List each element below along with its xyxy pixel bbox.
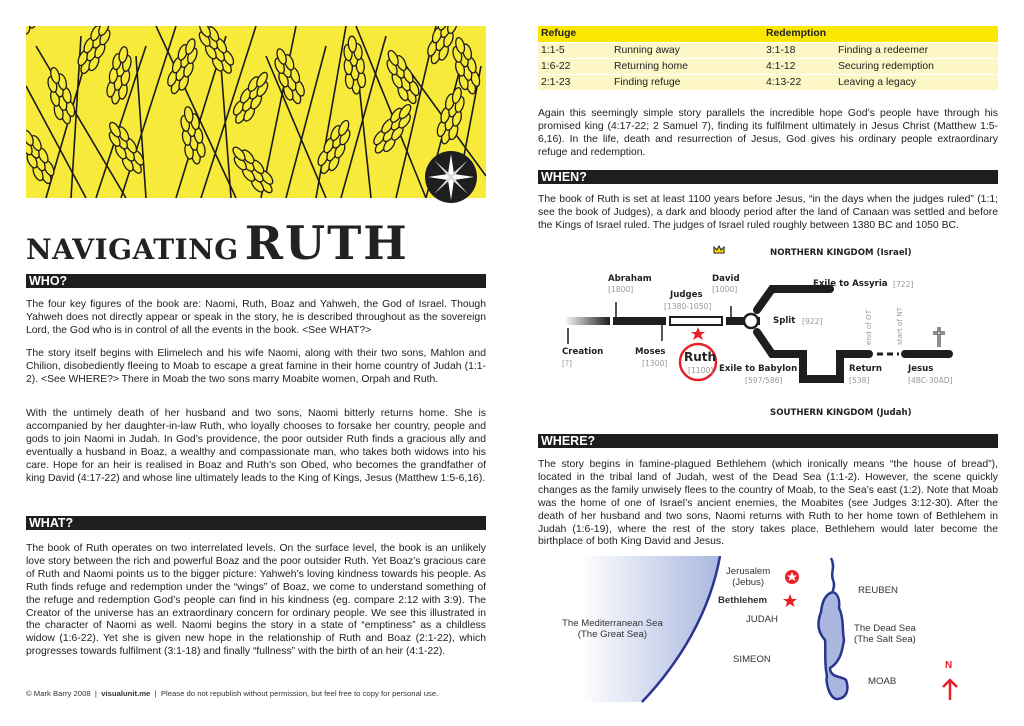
- who-section-header: WHO?: [26, 274, 486, 288]
- assyria-date: [722]: [893, 280, 914, 289]
- ruth-date: [1100]: [688, 366, 714, 375]
- wheat-field-icon: [26, 26, 486, 198]
- mediterranean-label: [562, 618, 663, 640]
- table-cell: Finding refuge: [611, 74, 763, 90]
- title-ruth: RUTH: [244, 216, 409, 270]
- table-cell: 4:1-12: [763, 58, 835, 74]
- page-title: [26, 216, 409, 270]
- judges-label: Judges: [670, 290, 703, 300]
- david-label: David: [712, 274, 740, 284]
- footer: [26, 689, 438, 698]
- table-cell: Securing redemption: [835, 58, 998, 74]
- table-header-blank: [835, 26, 998, 42]
- where-section-header: WHERE?: [538, 434, 998, 448]
- salt-sea-name: (The Salt Sea): [854, 634, 916, 645]
- table-cell: Leaving a legacy: [835, 74, 998, 90]
- table-cell: 4:13-22: [763, 74, 835, 90]
- timeline-diagram: [560, 244, 1010, 429]
- abraham-label: Abraham: [608, 274, 652, 284]
- northern-kingdom-label: NORTHERN KINGDOM (Israel): [770, 248, 912, 258]
- who-paragraph-1: The four key figures of the book are: Naomi, Ruth, Boaz and Yahweh, the God of Israel. Though Yahweh does not directly appear or speak in the story, he is described throughout as the sovereign Lord, the God who is in control of all the events in the book. <See WHAT?>: [26, 299, 486, 336]
- map-diagram: [520, 552, 1010, 712]
- reuben-label: REUBEN: [858, 585, 898, 596]
- split-date: [922]: [802, 317, 823, 326]
- dead-sea-label: [854, 623, 916, 645]
- babylon-label: Exile to Babylon: [719, 364, 798, 374]
- jerusalem-label: [726, 566, 770, 588]
- crown-icon: [714, 246, 724, 253]
- bethlehem-star-icon: [783, 594, 797, 607]
- copyright: © Mark Barry 2008: [26, 689, 91, 698]
- table-header-blank: [611, 26, 763, 42]
- north-arrow-icon: [943, 680, 957, 700]
- moses-date: [1300]: [642, 359, 668, 368]
- start-of-nt-label: start of NT: [895, 306, 904, 345]
- where-paragraph: The story begins in famine-plagued Bethlehem (which ironically means “the house of bread”), located in the tribal land of Judah, west of the Dead Sea (1:1-2). However, the scene quickly changes as the family unwisely flees to the country of Moab, to the Sea’s east (1:2). Note that Moab was the home of one of Israel’s ancient enemies, the Moabites (see Judges 3:12-30). After the death of her husband and two sons, Naomi returns with Ruth to her home town of Bethlehem in Judah (1:6-19), where the rest of the story takes place. Bethlehem would later become the birthplace of both King David and Jesus.: [538, 459, 998, 548]
- southern-kingdom-label: SOUTHERN KINGDOM (Judah): [770, 408, 912, 418]
- simeon-label: SIMEON: [733, 654, 771, 665]
- when-paragraph: The book of Ruth is set at least 1100 years before Jesus, “in the days when the judges ruled” (1:1; see the book of Judges), a dark and bloody period after the land of Canaan was settled and before the Kings of Israel ruled. The judges of Israel ruled roughly between 1380 BC and 1050 BC.: [538, 194, 998, 231]
- judges-date: [1380-1050]: [664, 302, 712, 311]
- what-section-header: WHAT?: [26, 516, 486, 530]
- footer-separator: |: [94, 689, 97, 698]
- table-row: [538, 58, 998, 74]
- timeline-lines: [560, 244, 1010, 429]
- jesus-date: [4BC-30AD]: [908, 376, 953, 385]
- table-header-redemption: Redemption: [763, 26, 835, 42]
- jerusalem-name: Jerusalem: [726, 566, 771, 577]
- split-label: Split: [773, 316, 796, 326]
- bethlehem-label: Bethlehem: [718, 595, 768, 606]
- table-cell: 2:1-23: [538, 74, 611, 90]
- table-cell: Finding a redeemer: [835, 42, 998, 58]
- end-of-ot-label: end of OT: [864, 309, 873, 345]
- structure-table: [538, 26, 998, 90]
- judah-label: JUDAH: [746, 614, 778, 625]
- wheat-banner-illustration: [26, 26, 486, 198]
- table-header-refuge: Refuge: [538, 26, 611, 42]
- med-sea-name: The Mediterranean Sea: [562, 618, 663, 629]
- who-paragraph-2: The story itself begins with Elimelech and his wife Naomi, along with their two sons, Mahlon and Chilion, disobediently fleeing to Moab to escape a great famine in their home country of Judah (1:1-2). <See WHERE?> There in Moab the two sons marry Moabite women, Orpah and Ruth.: [26, 348, 486, 385]
- ruth-label: Ruth: [684, 350, 717, 364]
- table-cell: 1:6-22: [538, 58, 611, 74]
- babylon-date: [597/586]: [745, 376, 783, 385]
- compass-star-icon: [424, 150, 478, 204]
- med-sea-alt-name: (The Great Sea): [577, 629, 648, 640]
- assyria-label: Exile to Assyria: [813, 279, 888, 289]
- what-paragraph: The book of Ruth operates on two interrelated levels. On the surface level, the book is an unlikely love story between the rich and powerful Boaz and the poor outsider Ruth. Yet Boaz’s gracious care of Ruth and Naomi points us to the bigger picture: Yahweh’s loving kindness towards his people. As Ruth finds refuge and redemption under the “wings” of Boaz, we come to understand something of the refuge and redemption God’s people can find in his kindness (eg. compare 2:12 with 3:9). The Creator of the universe has an extraordinary concern for ordinary people. We see this illustrated in the character of Naomi as well. Naomi begins the story in a state of “emptiness” as a childless widow (1:6-22). Yet she is given new hope in the relationship of Ruth and Boaz (2:1-22), which progresses towards fulfilment (3:1-18) and finally “fullness” with the birth of an heir (4:1-22).: [26, 543, 486, 658]
- table-row: [538, 42, 998, 58]
- table-cell: 3:1-18: [763, 42, 835, 58]
- return-date: [538]: [849, 376, 870, 385]
- jerusalem-marker-icon: [785, 570, 799, 584]
- refuge-redemption-paragraph: Again this seemingly simple story parallels the incredible hope God’s people have through his promised king (4:17-22; 2 Samuel 7), finding its fulfilment ultimately in Jesus Christ (Matthew 1:5-6,16). In the life, death and resurrection of Jesus, God gives his ordinary people extraordinary refuge and redemption.: [538, 108, 998, 158]
- usage-notice: Please do not republish without permission, but feel free to copy for personal use.: [160, 689, 439, 698]
- jesus-label: Jesus: [908, 364, 934, 374]
- site-link[interactable]: visualunit.me: [101, 689, 151, 698]
- return-label: Return: [849, 364, 883, 374]
- david-date: [1000]: [712, 285, 738, 294]
- dead-sea-name: The Dead Sea: [854, 623, 916, 634]
- table-cell: Returning home: [611, 58, 763, 74]
- moab-label: MOAB: [868, 676, 897, 687]
- table-header-row: [538, 26, 998, 42]
- footer-separator: |: [154, 689, 157, 698]
- jebus-name: (Jebus): [732, 577, 765, 588]
- north-label: N: [945, 660, 953, 671]
- abraham-date: [1800]: [608, 285, 634, 294]
- who-paragraph-3: With the untimely death of her husband and two sons, Naomi bitterly returns home. She is accompanied by her daughter-in-law Ruth, who loyally chooses to forsake her country, people and gods to join Naomi in Judah. In God’s providence, the poor outsider Ruth finds a gracious ally and eventually a husband in Boaz, a wealthy and compassionate man, who takes both widows into his care. Hope for an heir is realised in Boaz and Ruth’s son Obed, who becomes the grandfather of king David (4:17-22) and whose line ultimately leads to the King of Kings, Jesus (Matthew 1:5-6,16).: [26, 408, 486, 484]
- creation-label: Creation: [562, 347, 604, 357]
- title-navigating: NAVIGATING: [26, 233, 239, 266]
- when-section-header: WHEN?: [538, 170, 998, 184]
- moses-label: Moses: [635, 347, 666, 357]
- table-cell: 1:1-5: [538, 42, 611, 58]
- table-row: [538, 74, 998, 90]
- creation-date: [?]: [562, 359, 572, 368]
- table-cell: Running away: [611, 42, 763, 58]
